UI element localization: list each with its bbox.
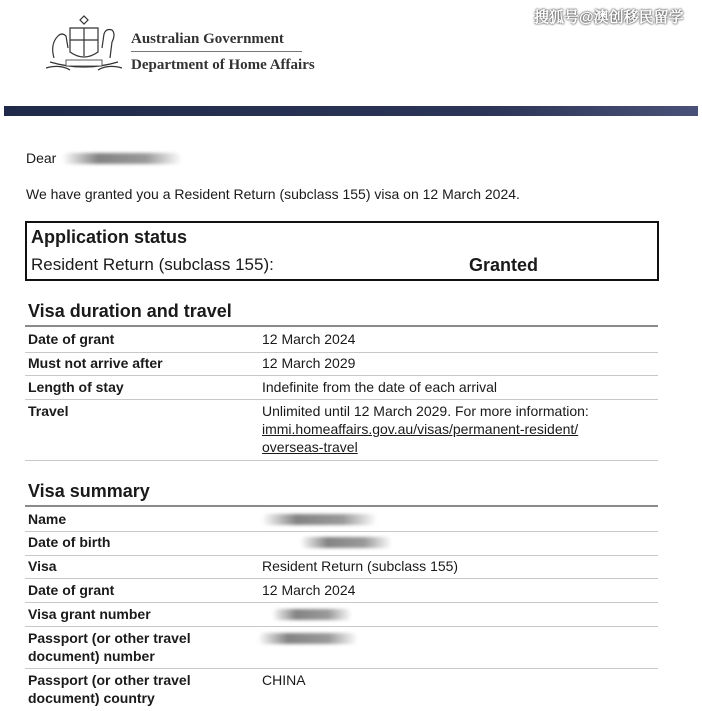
travel-link-line-1[interactable]	[262, 420, 578, 438]
application-status-box	[25, 221, 659, 281]
travel-text: Unlimited until 12 March 2029. For more information:	[262, 403, 589, 419]
coat-of-arms-icon	[40, 14, 128, 76]
government-name: Australian Government	[131, 31, 284, 47]
row-divider	[25, 375, 658, 376]
row-divider	[25, 578, 658, 579]
intro-text: We have granted you a Resident Return (subclass 155) visa on 12 March 2024.	[26, 186, 520, 202]
date-of-grant-label: Date of grant	[28, 331, 115, 347]
name-label: Name	[28, 511, 67, 527]
visa-grant-number-label: Visa grant number	[28, 606, 151, 622]
passport-country-label-continued: document) country	[28, 690, 155, 706]
redacted-recipient-name	[62, 153, 182, 164]
redacted-visa-grant-number	[272, 609, 352, 620]
row-divider	[25, 602, 658, 603]
row-divider	[25, 352, 658, 353]
length-of-stay-value: Indefinite from the date of each arrival	[262, 379, 498, 395]
travel-link-line-2[interactable]	[262, 438, 358, 456]
row-divider	[25, 555, 658, 556]
summary-date-of-grant-value: 12 March 2024	[262, 582, 356, 598]
salutation: Dear	[26, 150, 57, 166]
application-status-visa: Resident Return (subclass 155):	[31, 255, 274, 274]
application-status-title: Application status	[31, 227, 188, 247]
redacted-name	[262, 514, 377, 525]
visa-label: Visa	[28, 558, 57, 574]
department-name: Department of Home Affairs	[131, 57, 315, 73]
passport-country-label: Passport (or other travel	[28, 672, 191, 688]
must-not-arrive-value: 12 March 2029	[262, 355, 356, 371]
travel-info-link[interactable]: immi.homeaffairs.gov.au/visas/permanent-resident/	[262, 421, 579, 437]
must-not-arrive-label: Must not arrive after	[28, 355, 163, 371]
travel-label: Travel	[28, 403, 69, 419]
redacted-passport-number	[258, 633, 358, 644]
passport-number-label-continued: document) number	[28, 648, 155, 664]
visa-value: Resident Return (subclass 155)	[262, 558, 459, 574]
duration-section-title: Visa duration and travel	[28, 301, 232, 321]
row-divider	[25, 399, 658, 400]
date-of-grant-value: 12 March 2024	[262, 331, 356, 347]
passport-number-label: Passport (or other travel	[28, 630, 191, 646]
row-divider	[25, 668, 658, 669]
letter-header	[0, 0, 702, 118]
travel-info-link-continued[interactable]: overseas-travel	[262, 439, 358, 455]
row-divider	[25, 531, 658, 532]
passport-country-value: CHINA	[262, 672, 306, 688]
summary-date-of-grant-label: Date of grant	[28, 582, 115, 598]
application-status-value: Granted	[469, 255, 539, 275]
length-of-stay-label: Length of stay	[28, 379, 124, 395]
section-divider	[25, 325, 658, 327]
section-divider	[25, 505, 658, 507]
date-of-birth-label: Date of birth	[28, 534, 111, 550]
summary-section-title: Visa summary	[28, 481, 150, 501]
row-divider	[25, 460, 658, 461]
header-rule	[131, 51, 302, 52]
redacted-date-of-birth	[300, 537, 392, 548]
header-band	[4, 106, 698, 116]
row-divider	[25, 626, 658, 627]
watermark: 搜狐号@澳创移民留学	[534, 9, 684, 26]
